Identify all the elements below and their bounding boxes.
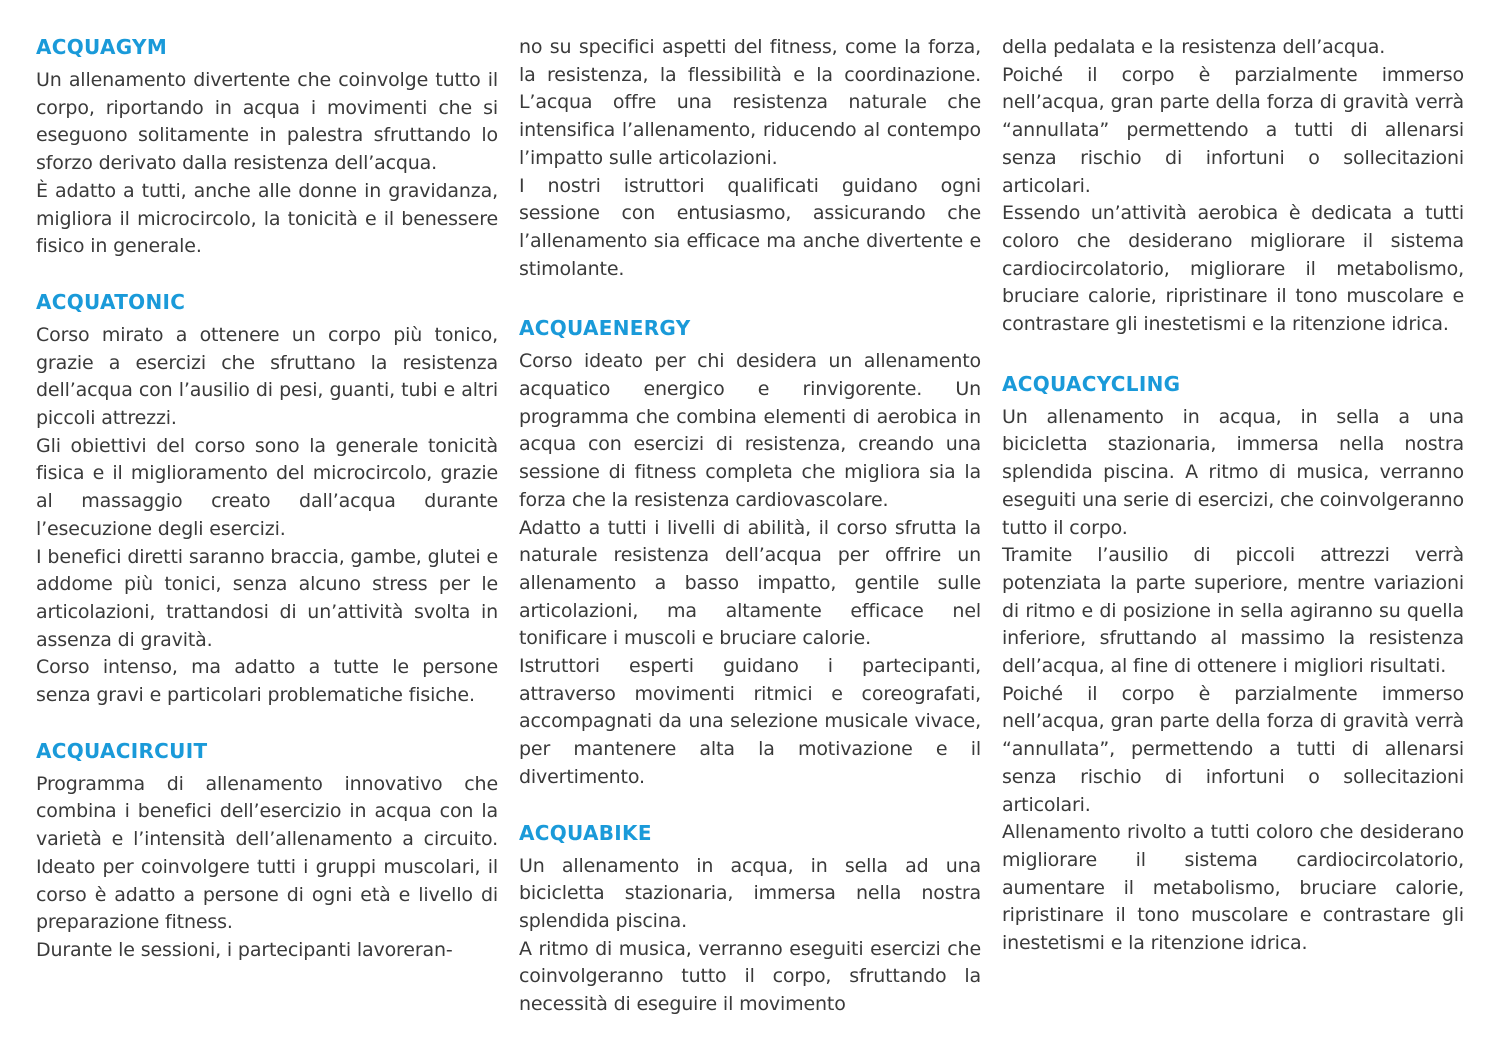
paragraph: Corso intenso, ma adatto a tutte le persone senza gravi e particolari problematiche fisiche. [36, 656, 498, 707]
paragraph: Poiché il corpo è parzialmente immerso nell’acqua, gran parte della forza di gravità verrà “annullata”, permettendo a tutti di allenarsi senza rischio di infortuni o sollecitazioni articolari. [1002, 682, 1464, 816]
paragraph: Un allenamento in acqua, in sella ad una bicicletta stazionaria, immersa nella nostra splendida piscina. [519, 854, 981, 932]
section-spacer [36, 261, 498, 289]
section-title-acquacycling: ACQUACYCLING [1002, 371, 1181, 396]
section-acquaenergy [519, 315, 981, 791]
paragraph: Programma di allenamento innovativo che combina i benefici dell’esercizio in acqua con la varietà e l’intensità dell’allenamento a circuito. Ideato per coinvolgere tutti i gruppi muscolari, il corso è adatto a persone di ogni età e livello di preparazione fitness. [36, 772, 498, 934]
paragraph: Un allenamento divertente che coinvolge tutto il corpo, riportando in acqua i movimenti che si eseguono solitamente in palestra sfruttando lo sforzo derivato dalla resistenza dell’acqua. [36, 69, 498, 175]
paragraph: no su specifici aspetti del fitness, come la forza, la resistenza, la flessibilità e la coordinazione. L’acqua offre una resistenza naturale che intensifica l’allenamento, riducendo al contempo l’impatto sulle articolazioni. [519, 36, 981, 169]
paragraph: A ritmo di musica, verranno eseguiti esercizi che coinvolgeranno tutto il corpo, sfruttando la necessità di eseguire il movimento [519, 937, 981, 1016]
paragraph: I benefici diretti saranno braccia, gambe, glutei e addome più tonici, senza alcuno stress per le articolazioni, trattandosi di un’attività svolta in assenza di gravità. [36, 545, 498, 651]
paragraph: Gli obiettivi del corso sono la generale tonicità fisica e il miglioramento del microcircolo, grazie al massaggio creato dall’acqua durante l’esecuzione degli esercizi. [36, 434, 498, 540]
section-title-acquacircuit: ACQUACIRCUIT [36, 738, 208, 763]
section-acquacircuit [36, 738, 498, 965]
section-title-acquagym: ACQUAGYM [36, 35, 168, 59]
paragraph: Un allenamento in acqua, in sella a una bicicletta stazionaria, immersa nella nostra splendida piscina. A ritmo di musica, verranno eseguiti una serie di esercizi, che coinvolgeranno tutto il corpo. [1002, 405, 1464, 539]
section-acquatonic [36, 289, 498, 710]
section-spacer [519, 792, 981, 820]
paragraph: È adatto a tutti, anche alle donne in gravidanza, migliora il microcircolo, la tonicità e il benessere fisico in generale. [36, 179, 498, 258]
section-acquacircuit-continued [519, 34, 981, 283]
paragraph: Adatto a tutti i livelli di abilità, il corso sfrutta la naturale resistenza dell’acqua per offrire un allenamento a basso impatto, gentile sulle articolazioni, ma altamente efficace nel tonificare i muscoli e bruciare calorie. [519, 516, 981, 650]
paragraph: Poiché il corpo è parzialmente immerso nell’acqua, gran parte della forza di gravità verrà “annullata” permettendo a tutti di allenarsi senza rischio di infortuni o sollecitazioni articolari. [1002, 63, 1464, 197]
section-title-acquaenergy: ACQUAENERGY [519, 316, 691, 341]
column-left [36, 34, 498, 965]
paragraph: Corso ideato per chi desidera un allenamento acquatico energico e rinvigorente. Un programma che combina elementi di aerobica in acqua con esercizi di resistenza, creando una sessione di fitness completa che migliora sia la forza che la resistenza cardiovascolare. [519, 350, 981, 511]
section-title-acquabike: ACQUABIKE [519, 820, 652, 845]
paragraph: Tramite l’ausilio di piccoli attrezzi verrà potenziata la parte superiore, mentre variazioni di ritmo e di posizione in sella agiranno su quella inferiore, sfruttando al massimo la resistenza dell’acqua, al fine di ottenere i migliori risultati. [1002, 544, 1464, 678]
section-spacer [1002, 339, 1464, 371]
section-title-acquatonic: ACQUATONIC [36, 289, 186, 314]
section-acquabike-continued [1002, 34, 1464, 339]
column-right [1002, 34, 1464, 958]
column-middle [519, 34, 981, 1019]
paragraph: della pedalata e la resistenza dell’acqua. [1002, 36, 1386, 58]
section-acquabike [519, 820, 981, 1019]
paragraph: Allenamento rivolto a tutti coloro che desiderano migliorare il sistema cardiocircolatorio, aumentare il metabolismo, bruciare calorie, ripristinare il tono muscolare e contrastare gli inestetismi e la ritenzione idrica. [1002, 821, 1464, 955]
paragraph: Corso mirato a ottenere un corpo più tonico, grazie a esercizi che sfruttano la resistenza dell’acqua con l’ausilio di pesi, guanti, tubi e altri piccoli attrezzi. [36, 323, 498, 430]
section-acquacycling [1002, 371, 1464, 958]
paragraph: I nostri istruttori qualificati guidano ogni sessione con entusiasmo, assicurando che l’allenamento sia efficace ma anche divertente e stimolante. [519, 174, 981, 280]
paragraph: Essendo un’attività aerobica è dedicata a tutti coloro che desiderano migliorare il sistema cardiocircolatorio, migliorare il metabolismo, bruciare calorie, ripristinare il tono muscolare e contrastare gli inestetismi e la ritenzione idrica. [1002, 202, 1464, 336]
section-acquagym [36, 34, 498, 261]
section-spacer [36, 710, 498, 738]
section-spacer [519, 283, 981, 315]
paragraph: Istruttori esperti guidano i partecipanti, attraverso movimenti ritmici e coreografati, accompagnati da una selezione musicale vivace, per mantenere alta la motivazione e il divertimento. [519, 655, 981, 788]
paragraph: Durante le sessioni, i partecipanti lavoreran- [36, 938, 453, 961]
